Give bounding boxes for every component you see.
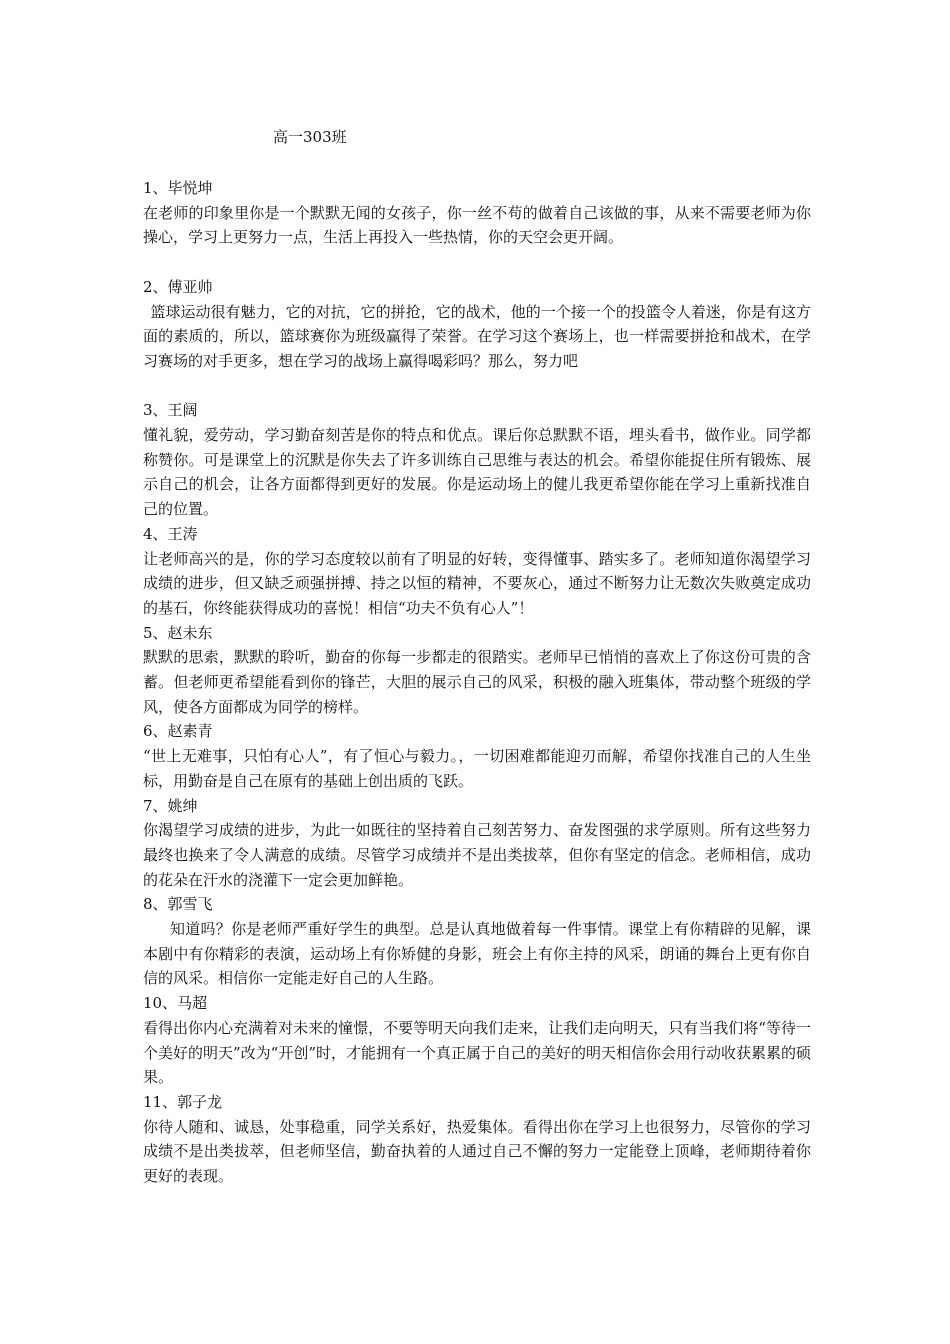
comment-entry bbox=[143, 794, 811, 893]
comment-text: 默默的思索，默默的聆听，勤奋的你每一步都走的很踏实。老师早已悄悄的喜欢上了你这份可贵的含蓄。但老师更希望能看到你的锋芒，大胆的展示自己的风采，积极的融入班集体，带动整个班级的学风，使各方面都成为同学的榜样。 bbox=[143, 648, 811, 716]
comment-list bbox=[143, 176, 811, 1189]
student-name: 8、郭雪飞 bbox=[143, 895, 213, 914]
document-title: 高一303班 bbox=[273, 128, 347, 146]
student-name: 2、傅亚帅 bbox=[143, 277, 213, 296]
comment-text: 看得出你内心充满着对未来的憧憬，不要等明天向我们走来，让我们走向明天，只有当我们将“等待一个美好的明天”改为“开创”时，才能拥有一个真正属于自己的美好的明天相信你会用行动收获累累的硕果。 bbox=[143, 1018, 812, 1087]
comment-entry bbox=[143, 892, 811, 991]
comment-entry bbox=[143, 398, 811, 522]
student-name: 7、姚绅 bbox=[143, 796, 198, 815]
comment-entry bbox=[143, 1090, 811, 1189]
student-name: 3、王阔 bbox=[143, 401, 198, 420]
comment-text: 懂礼貌，爱劳动，学习勤奋刻苦是你的特点和优点。课后你总默默不语，埋头看书，做作业。同学都称赞你。可是课堂上的沉默是你失去了许多训练自己思维与表达的机会。希望你能捉住所有锻炼、展示自己的机会，让各方面都得到更好的发展。你是运动场上的健儿我更希望你能在学习上重新找准自己的位置。 bbox=[143, 426, 811, 519]
comment-entry bbox=[143, 621, 811, 720]
comment-entry bbox=[143, 991, 811, 1090]
student-name: 5、赵未东 bbox=[143, 623, 213, 642]
comment-text: “世上无难事，只怕有心人”，有了恒心与毅力。，一切困难都能迎刃而解，希望你找准自己的人生坐标，用勤奋是自己在原有的基础上创出质的飞跃。 bbox=[143, 747, 811, 790]
student-name: 11、郭子龙 bbox=[143, 1092, 223, 1111]
comment-entry bbox=[143, 719, 811, 793]
student-name: 1、毕悦坤 bbox=[143, 179, 213, 197]
student-name: 6、赵素青 bbox=[143, 722, 213, 741]
comment-text: 篮球运动很有魅力，它的对抗，它的拼抢，它的战术，他的一个接一个的投篮令人着迷，你是有这方面的素质的，所以，篮球赛你为班级赢得了荣誉。在学习这个赛场上，也一样需要拼抢和战术，在学习赛场的对手更多，想在学习的战场上赢得喝彩吗？那么，努力吧 bbox=[143, 302, 811, 370]
comment-entry bbox=[143, 522, 811, 621]
comment-text: 让老师高兴的是，你的学习态度较以前有了明显的好转，变得懂事、踏实多了。老师知道你渴望学习成绩的进步，但又缺乏顽强拼搏、持之以恒的精神，不要灰心，通过不断努力让无数次失败奠定成功的基石，你终能获得成功的喜悦！相信“功夫不负有心人”！ bbox=[143, 549, 811, 617]
comment-text: 知道吗？你是老师严重好学生的典型。总是认真地做着每一件事情。课堂上有你精辟的见解，课本剧中有你精彩的表演，运动场上有你矫健的身影，班会上有你主持的风采，朗诵的舞台上更有你自信的风采。相信你一定能走好自己的人生路。 bbox=[143, 920, 811, 988]
student-name: 10、马超 bbox=[143, 994, 208, 1013]
comment-text: 你渴望学习成绩的进步，为此一如既往的坚持着自己刻苦努力、奋发图强的求学原则。所有这些努力最终也换来了令人满意的成绩。尽管学习成绩并不是出类拔萃，但你有坚定的信念。老师相信，成功的花朵在汗水的浇灌下一定会更加鲜艳。 bbox=[143, 821, 811, 889]
comment-entry bbox=[143, 176, 811, 250]
comment-entry bbox=[143, 275, 811, 374]
comment-text: 你待人随和、诚恳，处事稳重，同学关系好，热爱集体。看得出你在学习上也很努力，尽管你的学习成绩不是出类拔萃，但老师坚信，勤奋执着的人通过自己不懈的努力一定能登上顶峰，老师期待着你更好的表现。 bbox=[143, 1117, 811, 1186]
student-name: 4、王涛 bbox=[143, 524, 198, 543]
comment-text: 在老师的印象里你是一个默默无闻的女孩子，你一丝不苟的做着自己该做的事，从来不需要老师为你操心，学习上更努力一点，生活上再投入一些热情，你的天空会更开阔。 bbox=[143, 203, 811, 247]
